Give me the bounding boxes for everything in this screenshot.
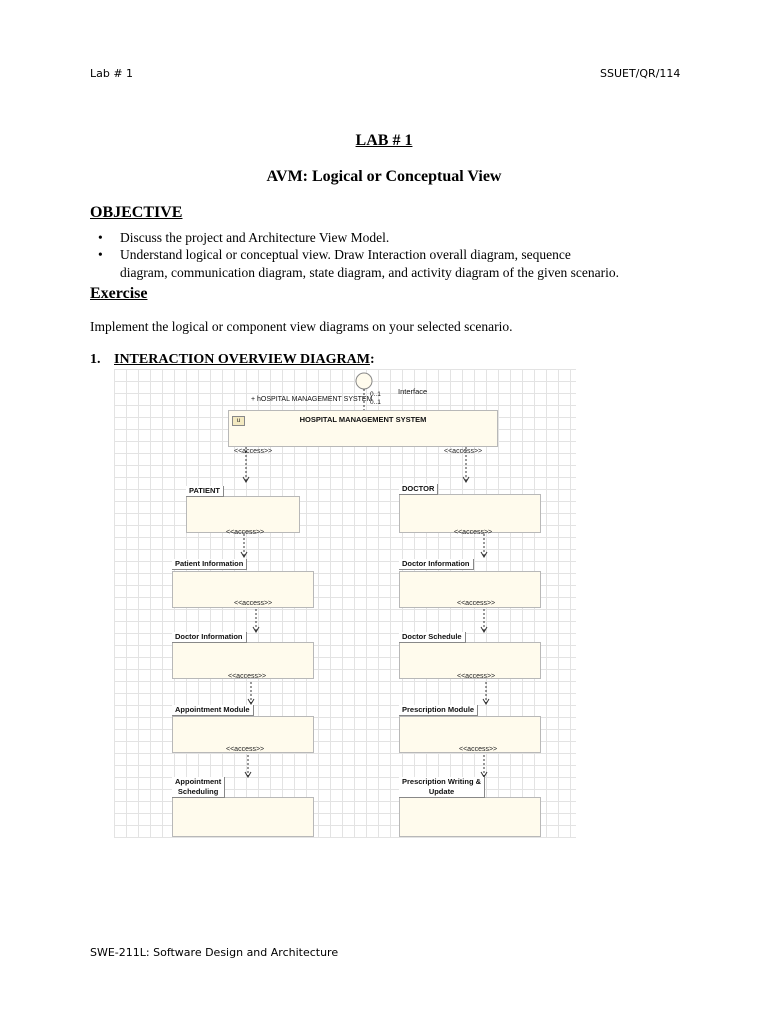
access-label: <<access>>	[444, 448, 483, 455]
patient-box	[186, 496, 300, 533]
patient-information-label: Patient Information	[172, 559, 247, 570]
left-doctor-information-label: Doctor Information	[172, 632, 247, 643]
interaction-overview-diagram	[114, 369, 576, 838]
doctor-schedule-label: Doctor Schedule	[399, 632, 466, 643]
interface-label: Interface	[398, 387, 428, 396]
section-heading	[114, 352, 375, 368]
access-label: <<access>>	[457, 600, 496, 607]
prescription-writing-label	[399, 777, 485, 798]
doctor-information-label: Doctor Information	[399, 559, 474, 570]
objective-list	[92, 229, 692, 263]
prescription-module-label: Prescription Module	[399, 705, 478, 716]
page-title: LAB # 1	[355, 132, 413, 149]
appointment-scheduling-label	[172, 777, 225, 798]
access-label: <<access>>	[459, 746, 498, 753]
component-icon: u	[232, 416, 245, 426]
system-box	[228, 410, 498, 447]
access-label: <<access>>	[457, 673, 496, 680]
access-label: <<access>>	[228, 673, 267, 680]
doctor-box	[399, 494, 541, 533]
appointment-scheduling-line1: Appointment	[175, 777, 222, 786]
objective-heading: OBJECTIVE	[90, 204, 183, 221]
section-number: 1.	[90, 352, 101, 367]
access-label: <<access>>	[226, 746, 265, 753]
page-subtitle: AVM: Logical or Conceptual View	[266, 168, 502, 185]
section-title: INTERACTION OVERVIEW DIAGRAM	[114, 352, 370, 367]
multiplicity-bottom: 0..1	[370, 399, 381, 406]
prescription-writing-line1: Prescription Writing &	[402, 777, 482, 786]
appointment-scheduling-line2: Scheduling	[177, 787, 219, 796]
system-name: HOSPITAL MANAGEMENT SYSTEM	[299, 415, 427, 424]
objective-bullet: • Discuss the project and Architecture View Model.	[92, 229, 692, 246]
patient-label: PATIENT	[186, 486, 224, 497]
header-left: Lab # 1	[90, 67, 134, 80]
header-right: SSUET/QR/114	[600, 67, 681, 80]
access-label: <<access>>	[226, 529, 265, 536]
appointment-module-label: Appointment Module	[172, 705, 254, 716]
multiplicity-top: 0..1	[370, 391, 381, 398]
objective-bullet-continuation: diagram, communication diagram, state diagram, and activity diagram of the given scenario.	[120, 265, 619, 280]
doctor-label: DOCTOR	[399, 484, 438, 495]
system-reference: + hOSPITAL MANAGEMENT SYSTEM	[251, 396, 373, 403]
exercise-heading: Exercise	[90, 285, 148, 302]
access-label: <<access>>	[234, 448, 273, 455]
prescription-writing-line2: Update	[428, 787, 455, 796]
interface-lollipop	[356, 373, 372, 389]
access-label: <<access>>	[234, 600, 273, 607]
objective-bullet: • Understand logical or conceptual view. Draw Interaction overall diagram, sequence	[92, 246, 692, 263]
footer-text: SWE-211L: Software Design and Architecture	[90, 946, 339, 959]
prescription-writing-box	[399, 797, 541, 837]
appointment-scheduling-box	[172, 797, 314, 837]
access-label: <<access>>	[454, 529, 493, 536]
section-colon: :	[369, 352, 375, 367]
exercise-text: Implement the logical or component view diagrams on your selected scenario.	[90, 319, 513, 334]
